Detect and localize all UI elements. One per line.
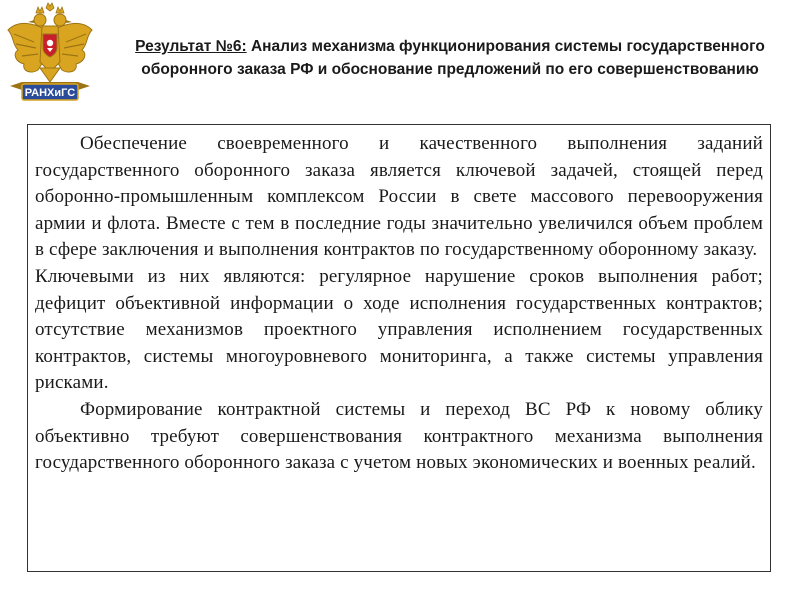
title-text: Анализ механизма функционирования системы государственного оборонного заказа РФ и обоснование предложений по его совершенствованию — [141, 38, 765, 78]
title-prefix: Результат №6: — [135, 38, 247, 55]
paragraph: Формирование контрактной системы и переход ВС РФ к новому облику объективно требуют совершенствования контрактного механизма выполнения государственного оборонного заказа с учетом новых экономических и военных реалий. — [35, 398, 763, 474]
content-box — [27, 124, 771, 572]
paragraph: Обеспечение своевременного и качественного выполнения заданий государственного оборонного заказа является ключевой задачей, стоящей перед оборонно-промышленным комплексом России в свете массового перевооружения армии и флота. Вместе с тем в последние годы значительно увеличился объем проблем в сфере заключения и выполнения контрактов по государственному оборонному заказу. — [35, 133, 763, 261]
paragraph: Ключевыми из них являются: регулярное нарушение сроков выполнения работ; дефицит объективной информации о ходе исполнения государственных контрактов; отсутствие механизмов проектного управления исполнением государственных контрактов, системы многоуровневого мониторинга, а также системы управления рисками. — [35, 265, 763, 394]
page-title — [120, 36, 780, 81]
emblem-label: РАНХиГС — [24, 87, 76, 99]
double-headed-eagle-icon — [4, 2, 96, 108]
ranepa-emblem — [4, 2, 96, 108]
